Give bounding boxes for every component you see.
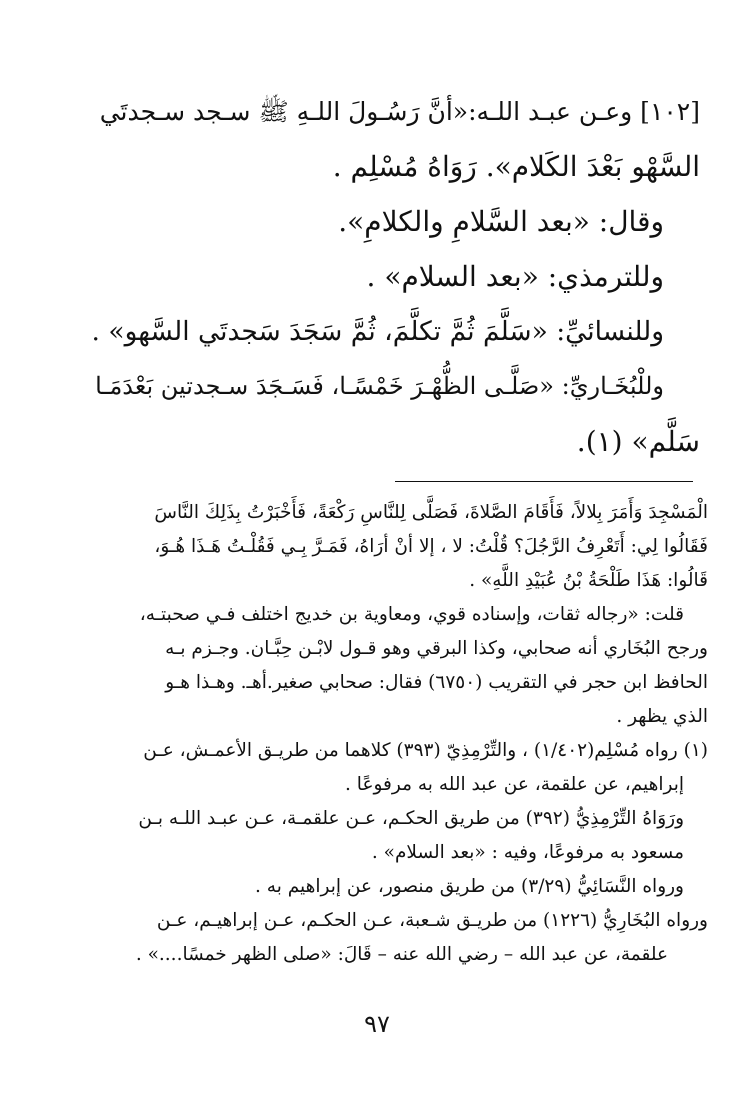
footnotes [62,496,708,972]
main-line: وللْبُخَـاريِّ: «صَلَّـى الظُّهْـرَ خَمْسًـا، فَسَـجَدَ سـجدتين بَعْدَمَـا [95,372,664,400]
main-line: وللنسائيِّ: «سَلَّمَ ثُمَّ تكلَّمَ، ثُمَّ سَجَدَ سَجدتَي السَّهو» . [91,316,664,347]
footnote-line: ورَوَاهُ التِّرْمِذِيُّ (٣٩٢) من طريق الحكـم، عـن علقمـة، عـن عبـد اللـه بـن [138,808,684,829]
footnote-line: علقمة، عن عبد الله – رضي الله عنه – قَالَ: «صلى الظهر خمسًا....» . [135,944,668,965]
page-number: ٩٧ [364,1010,390,1038]
footnote-separator [395,481,693,482]
main-line: [١٠٢] وعـن عبـد اللـه:«أنَّ رَسُـولَ اللـهِ ﷺ سـجد سـجدتَي [99,97,700,126]
footnote-line: الذي يظهر . [616,706,708,727]
footnote-line: الْمَسْجِدَ وَأَمَرَ بِلالاً، فَأَقَامَ الصَّلاةَ، فَصَلَّى لِلنَّاسِ رَكْعَةً، فَأَخْبَرْتُ بِذَلِكَ النَّاسَ [154,502,708,523]
main-line: وللترمذي: «بعد السلام» . [366,260,664,293]
main-line: وقال: «بعد السَّلامِ والكلامِ». [338,205,664,238]
main-text [92,84,700,469]
footnote-line: ورجح البُخَاري أنه صحابي، وكذا البرقي وهو قـول لابْـن حِبَّـان. وجـزم بـه [165,638,708,659]
footnote-line: إبراهيم، عن علقمة، عن عبد الله به مرفوعًا . [345,774,684,795]
main-line: سَلَّم» (١). [576,425,700,458]
footnote-line: ورواه النَّسَائِيُّ (٣/٢٩) من طريق منصور، عن إبراهيم به . [255,876,684,897]
footnote-line: فَقَالُوا لِي: أَتَعْرِفُ الرَّجُلَ؟ قُلْتُ: لا ، إلا أنْ أرَاهُ، فَمَـرَّ بِـي فَقُلْـتُ هَـذَا هُـوَ، [154,536,708,557]
main-line: السَّهْو بَعْدَ الكَلام». رَوَاهُ مُسْلِم . [332,150,700,183]
footnote-line: قَالُوا: هَذَا طَلْحَةُ بْنُ عُبَيْدِ اللَّهِ» . [469,570,708,591]
footnote-line: مسعود به مرفوعًا، وفيه : «بعد السلام» . [371,842,684,863]
footnote-line: الحافظ ابن حجر في التقريب (٦٧٥٠) فقال: صحابي صغير.أهـ. وهـذا هـو [165,672,708,693]
footnote-line: ورواه البُخَارِيُّ (١٢٢٦) من طريـق شـعبة، عـن الحكـم، عـن إبراهيـم، عـن [156,910,708,931]
footnote-line: قلت: «رجاله ثقات، وإسناده قوي، ومعاوية بن خديج اختلف فـي صحبتـه، [139,604,684,625]
footnote-line: (١) رواه مُسْلِم(١/٤٠٢) ، والتِّرْمِذِيّ (٣٩٣) كلاهما من طريـق الأعمـش، عـن [143,740,708,761]
